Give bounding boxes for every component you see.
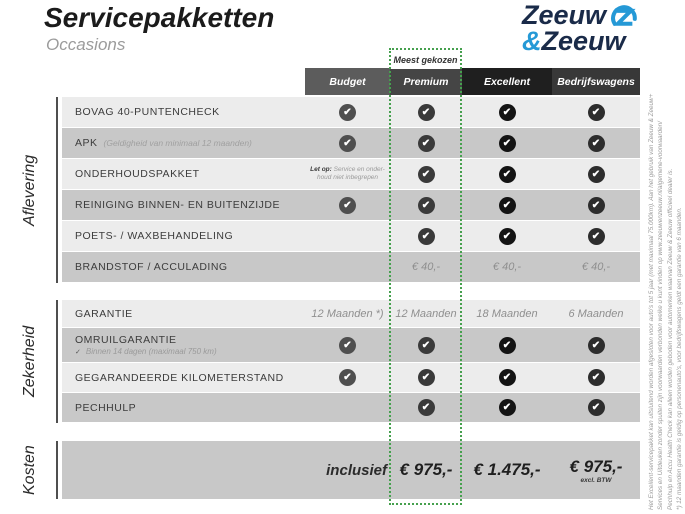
section-gap [62,283,640,300]
check-icon [588,197,605,214]
footnote-line: *) 12 maanden garantie is geldig op personenauto's, voor bedrijfswagens geldt een garantie van 6 maanden. [676,207,684,510]
page-subtitle: Occasions [46,35,126,54]
row-label: OMRUILGARANTIE [75,334,177,346]
check-icon [499,228,516,245]
budget-note [305,166,390,183]
inclusief-label: inclusief [326,461,387,479]
price-note-excl-btw: excl. BTW [580,476,612,484]
check-icon [499,369,516,386]
small-check-icon [75,348,81,356]
row-label: REINIGING BINNEN- EN BUITENZIJDE [75,199,281,211]
check-icon [418,399,435,416]
row-label: POETS- / WAXBEHANDELING [75,230,234,242]
budget-note-text: Service en onder- houd niet inbegrepen [316,165,385,181]
section-label-zekerheid: Zekerheid [21,325,38,398]
check-icon [418,166,435,183]
cell-value: 12 Maanden *) [311,307,384,320]
cell-value: 12 Maanden [395,307,457,320]
section-label-aflevering: Aflevering [21,154,38,226]
check-icon [588,337,605,354]
comparison-table [62,97,640,499]
check-icon [588,166,605,183]
kosten-band [62,441,640,499]
footnote-line: Het Excellent-servicepakket kan uitsluitend worden afgesloten voor auto's tot 5 jaar (met maximaal 75.000km). Aan het gebruik van Zeeuw & Zeeuw+ [648,93,655,510]
logo-ampersand: & [522,26,542,56]
most-chosen-badge: Meest gekozen [391,50,460,69]
column-header-premium: Premium [390,68,462,95]
check-icon [499,399,516,416]
price-premium: € 975,- [399,460,453,479]
row-label: APK [75,137,98,149]
page-header [44,2,274,55]
row-label-note: (Geldigheid van minimaal 12 maanden) [103,138,252,148]
check-icon [588,369,605,386]
check-icon [499,104,516,121]
section-line [56,97,58,283]
check-icon [339,135,356,152]
row-label: GEGARANDEERDE KILOMETERSTAND [75,371,284,384]
logo-word-1: Zeeuw [522,0,607,30]
brand-logo [522,0,640,56]
table-row-garantie [62,300,640,328]
cell-value: € 40,- [411,261,441,273]
row-label: BRANDSTOF / ACCULADING [75,261,228,273]
section-line [56,300,58,423]
row-sub-note-text: Binnen 14 dagen (maximaal 750 km) [85,347,217,356]
check-icon [588,228,605,245]
column-header-budget: Budget [305,68,390,95]
table-row-onderhoudspakket [62,159,640,190]
row-label: GARANTIE [75,307,133,320]
table-row-apk [62,128,640,159]
table-row-poets [62,221,640,252]
check-icon [588,104,605,121]
check-icon [339,197,356,214]
check-icon [339,104,356,121]
table-row-kilometerstand [62,363,640,393]
cell-value: 6 Maanden [568,307,624,320]
footnotes [647,60,685,510]
check-icon [588,399,605,416]
check-icon [418,135,435,152]
check-icon [418,197,435,214]
table-row-brandstof [62,252,640,283]
price-bedrijfswagens: € 975,- [569,456,623,476]
column-header-bedrijfswagens: Bedrijfswagens [552,68,640,95]
check-icon [339,369,356,386]
column-header-row [305,68,640,95]
footnote-line: Pechhulp en Accu Health Check kan alleen worden geboden voor automerken waarvan Zeeuw & Zeeuw officieel dealer is. [666,168,674,510]
check-icon [499,166,516,183]
budget-note-bold: Let op: [310,165,332,173]
cell-value: € 40,- [492,261,522,273]
table-row-pechhulp [62,393,640,423]
check-icon [418,337,435,354]
check-icon [418,228,435,245]
section-gap [62,423,640,441]
table-row-reiniging [62,190,640,221]
cell-value: 18 Maanden [476,307,538,320]
section-label-kosten: Kosten [21,445,38,495]
cell-value: € 40,- [581,261,611,273]
table-row-omruilgarantie [62,328,640,363]
logo-word-2: Zeeuw [541,26,626,56]
check-icon [339,337,356,354]
check-icon [499,135,516,152]
check-icon [418,369,435,386]
check-icon [418,104,435,121]
row-label: PECHHULP [75,401,137,414]
price-excellent: € 1.475,- [473,460,541,479]
section-line [56,441,58,499]
page-title: Servicepakketten [44,2,275,33]
table-row-bovag [62,97,640,128]
column-header-excellent: Excellent [462,68,552,95]
row-label: ONDERHOUDSPAKKET [75,168,200,180]
footnote-line: Services en Uitdeuken zonder spuiten zijn voorwaarden verbonden welke u kunt vinden op www.zeeuwenzeeuw.nl/algemene-voorwaarden/ [657,121,665,510]
row-label: BOVAG 40-PUNTENCHECK [75,106,220,118]
row-sub-note [75,347,217,356]
check-icon [499,197,516,214]
check-icon [588,135,605,152]
check-icon [499,337,516,354]
